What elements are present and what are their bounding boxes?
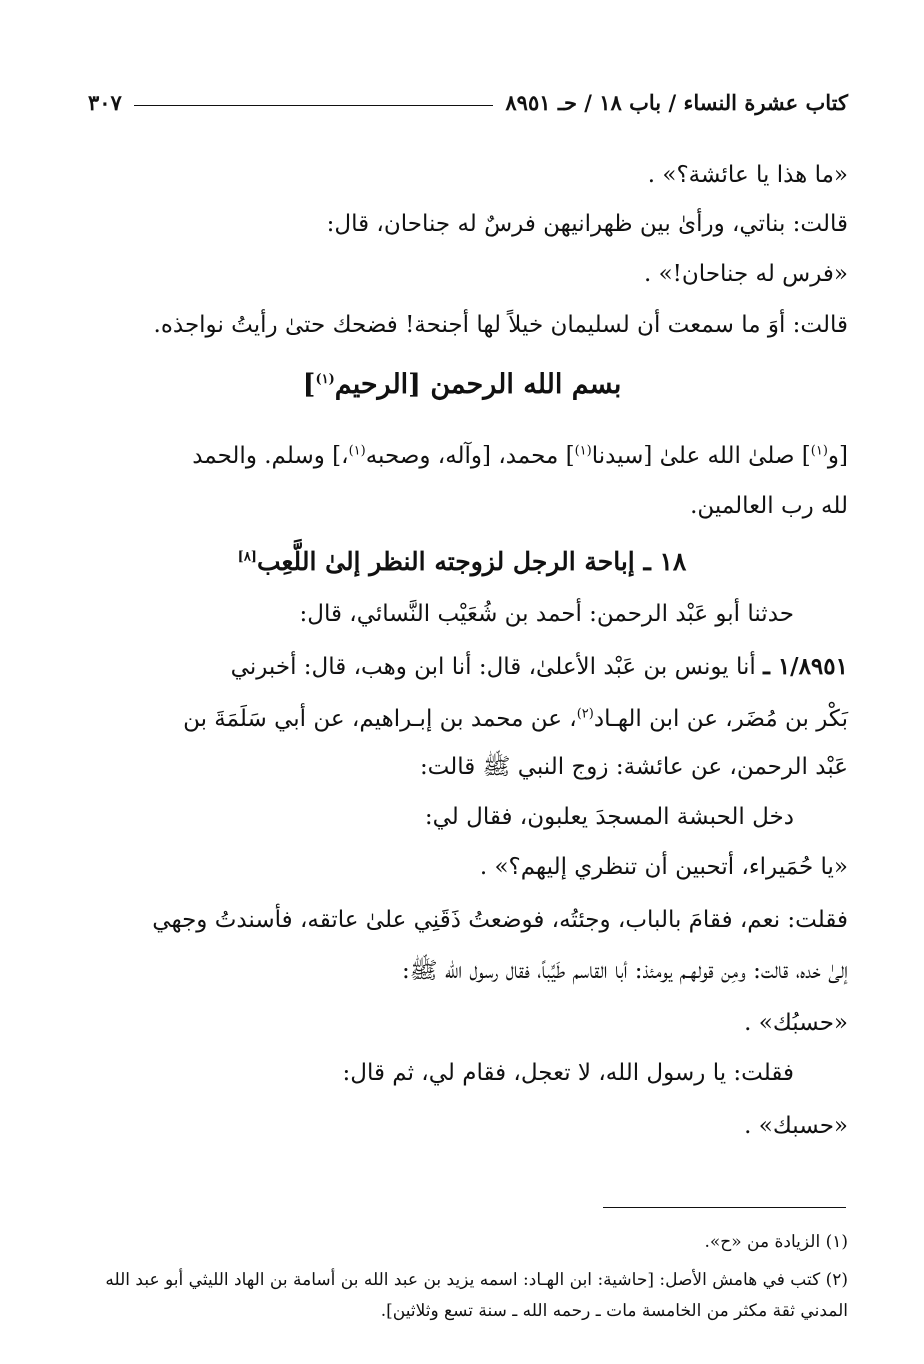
text: ، عن محمد بن إبـراهيم، عن أبي سَلَمَةَ بن (183, 706, 577, 732)
text: قالت: أوَ ما سمعت أن لسليمان خيلاً لها أجنحة! فضحك حتىٰ رأيتُ نواجذه. (153, 312, 848, 338)
text: حدثنا أبو عَبْد الرحمن: أحمد بن شُعَيْب النَّسائي، قال: (299, 601, 794, 627)
text-line-15 (744, 1008, 848, 1038)
hadith-number: ١/٨٩٥١ ـ (763, 653, 848, 680)
text: عَبْد الرحمن، عن عائشة: زوج النبي ﷺ قالت: (419, 754, 848, 780)
text: ] صلىٰ الله علىٰ [سيدنا (591, 443, 811, 469)
text-line-4 (154, 310, 848, 340)
text-line-11 (425, 802, 794, 832)
text: فقلت: يا رسول الله، لا تعجل، فقام لي، ثم قال: (342, 1060, 794, 1086)
text-line-9 (94, 704, 848, 734)
text: إلىٰ خده، قالت: ومِن قولهـم يومئذ: أبا القاسم طَيِّباً، فقال رسول الله ﷺ: (402, 958, 848, 984)
text: ] محمد، [وآله، وصحبه (365, 443, 575, 469)
text: [و (827, 443, 848, 469)
text: «حسبُك» . (744, 1010, 848, 1036)
footnote-ref: (١) (574, 443, 592, 459)
page-number: ٣٠٧ (88, 89, 122, 115)
footnote-rule (603, 1207, 846, 1208)
footnote-2-line-2 (381, 1298, 848, 1324)
header-title: كتاب عشرة النساء / باب ١٨ / حـ ٨٩٥١ (505, 89, 848, 115)
header-rule (134, 105, 494, 106)
text: دخل الحبشة المسجدَ يعلبون، فقال لي: (424, 804, 794, 830)
text-line-17 (744, 1111, 848, 1141)
text: «فرس له جناحان!» . (643, 261, 848, 287)
text: ،] وسلم. والحمد (192, 443, 349, 469)
text: قالت: بناتي، ورأىٰ بين ظهرانيهن فرسٌ له جناحان، قال: (326, 211, 848, 237)
text: أنا يونس بن عَبْد الأعلىٰ، قال: أنا ابن وهب، قال: أخبرني (230, 654, 764, 680)
text-line-3 (644, 259, 848, 289)
text: بسم الله الرحمن [الرحيم (334, 369, 622, 400)
text-line-1 (648, 160, 848, 190)
text-line-12 (480, 852, 848, 882)
heading-text: ١٨ ـ إباحة الرجل لزوجته النظر إلىٰ اللَّعِب (256, 547, 687, 576)
running-header (88, 86, 848, 118)
heading-ref: [٨] (237, 549, 257, 565)
text: لله رب العالمين. (690, 493, 848, 519)
text-line-5 (94, 441, 848, 471)
footnote-2-line-1 (105, 1267, 848, 1293)
text-line-6 (690, 491, 848, 521)
footnote-ref: (٢) (576, 706, 594, 722)
footnote-ref: (١) (315, 372, 335, 387)
text-line-16 (343, 1058, 794, 1088)
text: ] (302, 369, 316, 400)
chapter-heading (0, 547, 924, 577)
text-line-2 (327, 209, 848, 239)
text: «يا حُمَيراء، أتحبين أن تنظري إليهم؟» . (479, 854, 848, 880)
text-line-13 (94, 905, 848, 935)
text: «ما هذا يا عائشة؟» . (647, 162, 848, 188)
text-line-7 (300, 599, 795, 629)
footnote-text: (٢) كتب في هامش الأصل: [حاشية: ابن الهـاد: اسمه يزيد بن عبد الله بن أسامة بن الهاد الليثي أبو عبد الله (105, 1270, 848, 1290)
text: «حسبك» . (744, 1113, 848, 1139)
text-line-10 (420, 752, 848, 782)
footnote-ref: (١) (348, 443, 366, 459)
footnote-1 (704, 1229, 848, 1255)
text: بَكْر بن مُضَر، عن ابن الهـاد (593, 706, 848, 732)
footnote-text: المدني ثقة مكثر من الخامسة مات ـ رحمه الله ـ سنة تسع وثلاثين]. (380, 1301, 848, 1321)
text: فقلت: نعم، فقامَ بالباب، وجئتُه، فوضعتُ ذَقَنِي علىٰ عاتقه، فأسندتُ وجهي (152, 907, 848, 933)
text-line-14 (94, 956, 848, 986)
basmala-heading (0, 370, 924, 400)
text-line-8 (94, 652, 848, 682)
footnote-text: (١) الزيادة من «ح». (704, 1232, 848, 1252)
footnote-ref: (١) (810, 443, 828, 459)
